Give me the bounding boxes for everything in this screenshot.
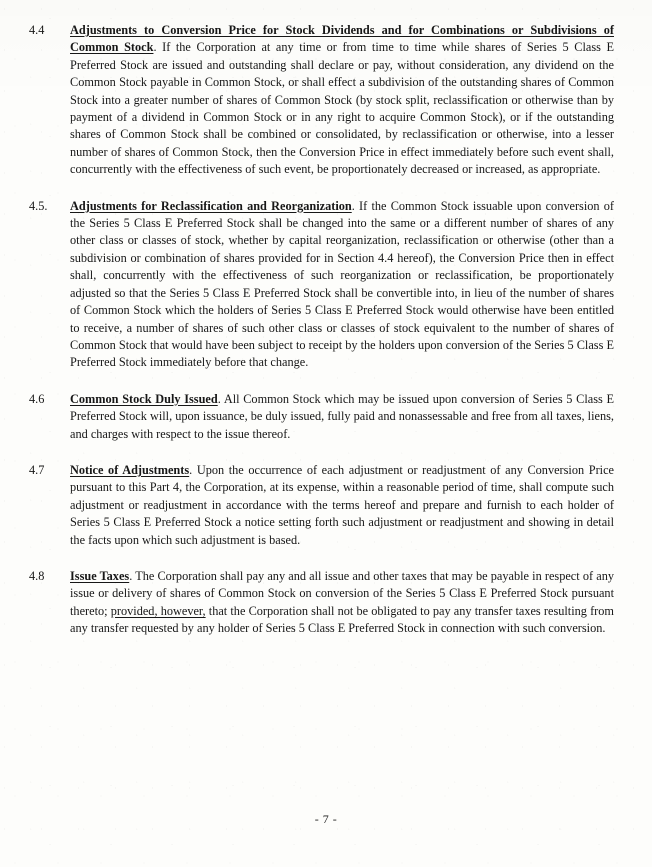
section-number: 4.5. xyxy=(29,198,48,213)
section-body xyxy=(70,568,614,638)
section-text: . If the Common Stock issuable upon conversion of the Series 5 Class E Preferred Stock shall be changed into the same or a different number of shares of any other class or classes of stock, whether by capital reorganization, reclassification or otherwise (other than a subdivision or combination of shares provided for in Section 4.4 hereof), the Conversion Price then in effect shall, concurrently with the effectiveness of such reorganization or reclassification, be proportionately adjusted so that the Series 5 Class E Preferred Stock shall be convertible into, in lieu of the number of shares of Common Stock which the holders of Series 5 Class E Preferred Stock would otherwise have been entitled to receive, a number of shares of such other class or classes of stock equivalent to the number of shares of Common Stock that would have been subject to receipt by the holders upon conversion of the Series 5 Class E Preferred Stock immediately before that change. xyxy=(70,198,615,370)
section-heading: Adjustments for Reclassification and Reorganization xyxy=(70,198,352,213)
section-4-7 xyxy=(26,462,614,549)
section-heading: Adjustments to Conversion Price for Stock Dividends and for Combinations or Subdivisions of Common Stock xyxy=(70,23,614,55)
section-4-8 xyxy=(26,568,614,638)
section-text: . All Common Stock which may be issued upon conversion of Series 5 Class E Preferred Stock will, upon issuance, be duly issued, fully paid and nonassessable and free from all taxes, liens, and charges with respect to the issue thereof. xyxy=(70,391,614,441)
section-4-6 xyxy=(26,391,614,443)
section-heading: Issue Taxes xyxy=(70,568,130,583)
page-number: - 7 - xyxy=(314,812,338,826)
section-body xyxy=(70,22,614,179)
section-body xyxy=(70,198,614,372)
section-text: . If the Corporation at any time or from time to time while shares of Series 5 Class E Preferred Stock are issued and outstanding shall declare or pay, without consideration, any dividend on the Common Stock payable in Common Stock, or shall effect a subdivision of the outstanding shares of Common Stock into a greater number of shares of Common Stock (by stock split, reclassification or otherwise than by payment of a dividend in Common Stock or in any right to acquire Common Stock), or if the outstanding shares of Common Stock shall be combined or consolidated, by reclassification or otherwise, into a lesser number of shares of Common Stock, then the Conversion Price in effect immediately before such event shall, concurrently with the effectiveness of such event, be proportionately decreased or increased, as appropriate. xyxy=(70,40,614,177)
section-number: 4.7 xyxy=(29,462,45,477)
section-heading: Notice of Adjustments xyxy=(70,462,190,477)
section-text: . The Corporation shall pay any and all issue and other taxes that may be payable in respect of any issue or delivery of shares of Common Stock on conversion of the Series 5 Class E Preferred Stock pursuant thereto; xyxy=(70,568,614,618)
section-number: 4.4 xyxy=(29,23,45,37)
section-text: . Upon the occurrence of each adjustment or readjustment of any Conversion Price pursuant to this Part 4, the Corporation, at its expense, within a reasonable period of time, shall compute such adjustment or readjustment in accordance with the terms hereof and prepare and furnish to each holder of Series 5 Class E Preferred Stock a notice setting forth such adjustment or readjustment and showing in detail the facts upon which such adjustment is based. xyxy=(70,462,615,547)
section-text-continued: that the Corporation shall not be obligated to pay any transfer taxes resulting from any transfer requested by any holder of Series 5 Class E Preferred Stock in connection with such conversion. xyxy=(70,603,614,636)
section-body xyxy=(70,391,614,443)
section-number: 4.8 xyxy=(29,568,45,583)
section-4-5 xyxy=(26,198,614,372)
section-number: 4.6 xyxy=(29,391,45,406)
section-emphasis: provided, however, xyxy=(110,603,206,618)
section-heading: Common Stock Duly Issued xyxy=(70,391,218,406)
section-body xyxy=(70,462,614,549)
section-4-4 xyxy=(26,22,614,179)
